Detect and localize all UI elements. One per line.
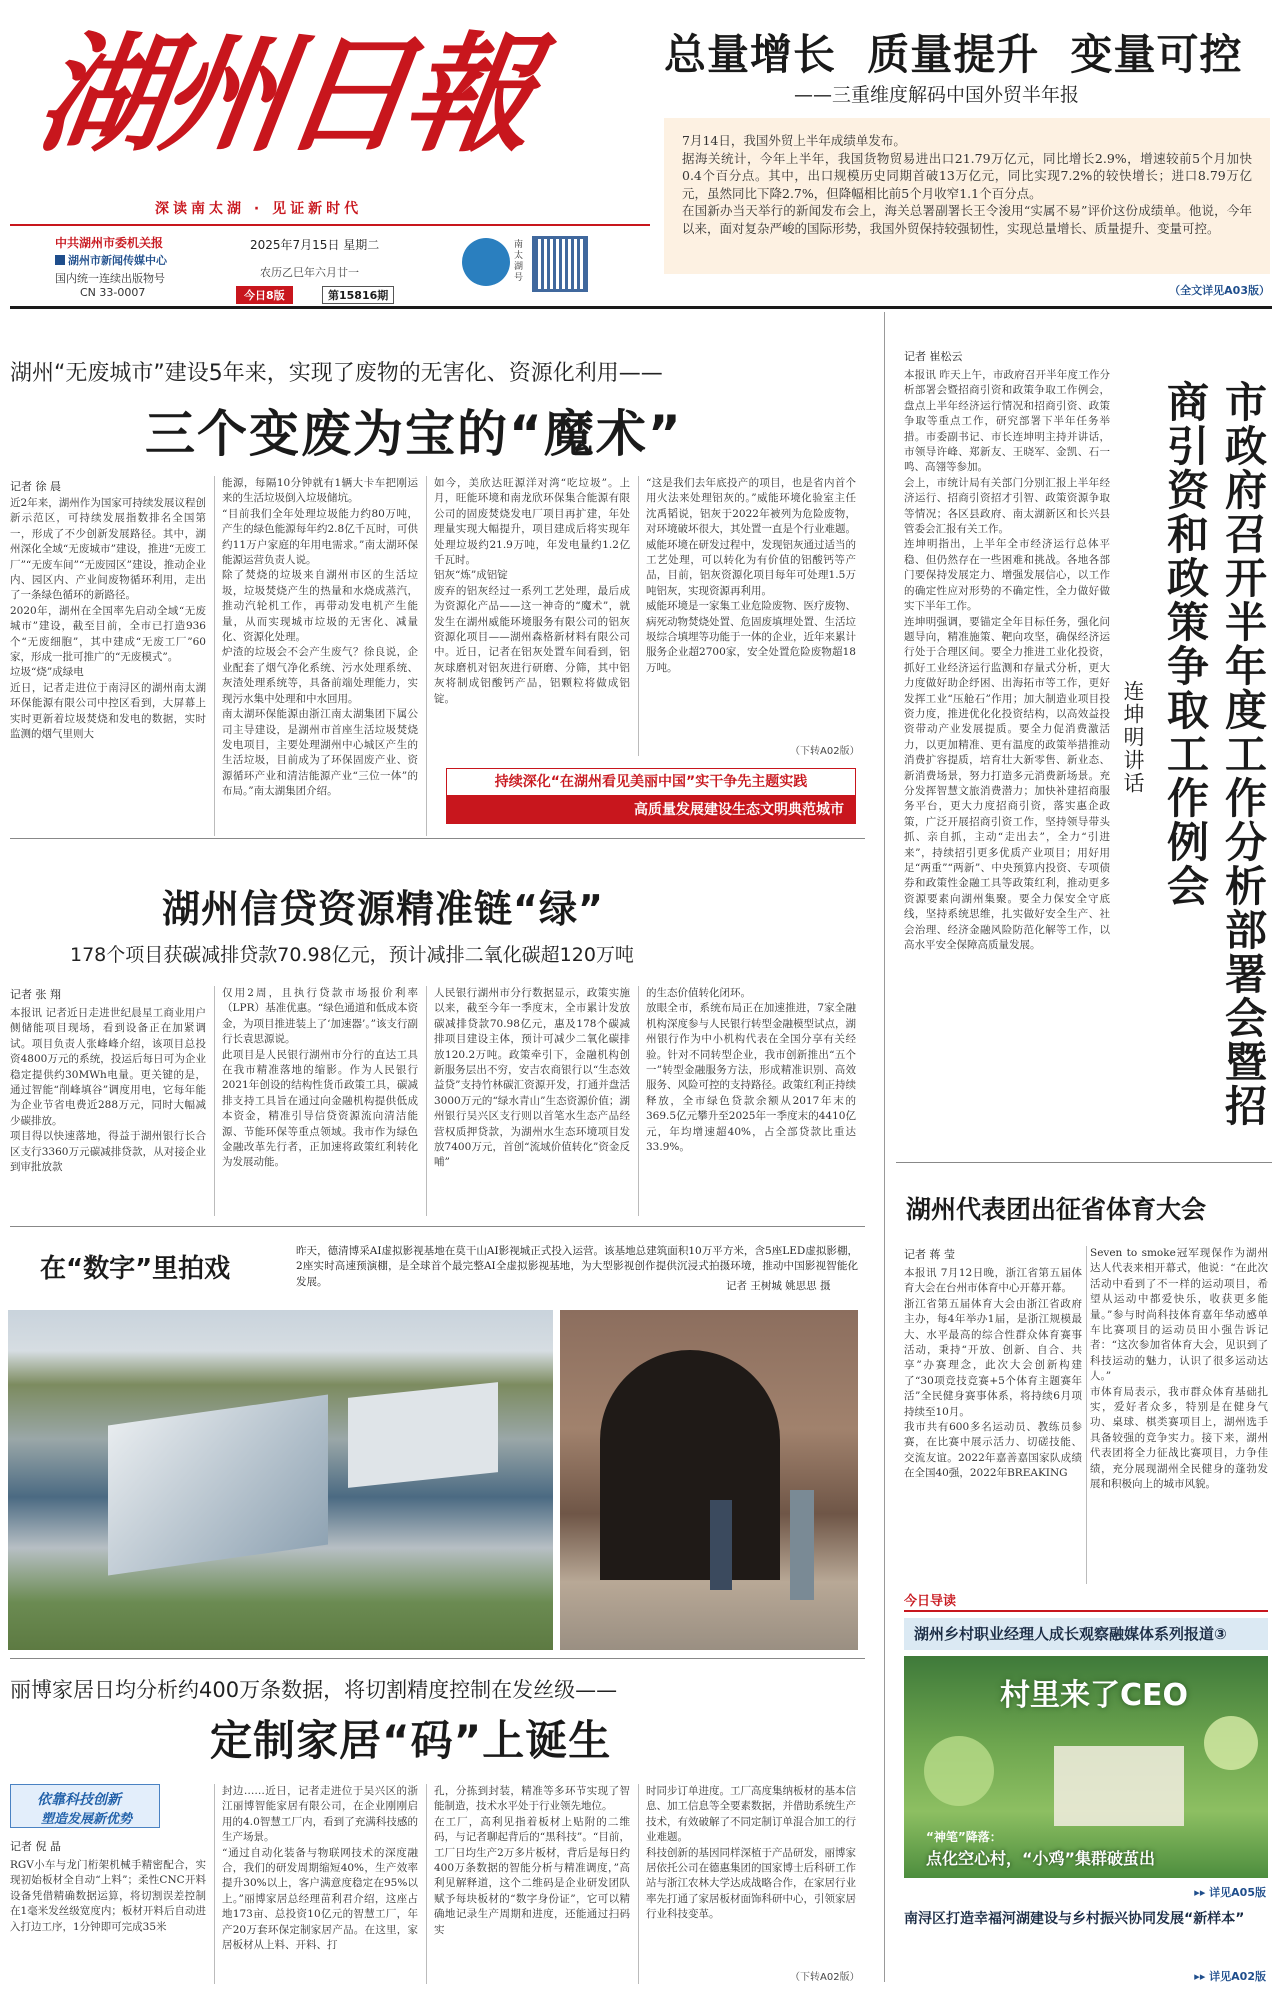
group-name: 湖州市新闻传媒中心 xyxy=(68,254,167,267)
credit-story[interactable] xyxy=(0,840,870,1230)
waste-byline: 记者 徐 晨 xyxy=(10,480,61,493)
publisher: 中共湖州市委机关报 xyxy=(55,236,164,250)
guide-item-2-more-text: 详见A02版 xyxy=(1209,1970,1266,1983)
badge-line-1: 依靠科技创新 xyxy=(37,1792,121,1808)
credit-col-3: 人民银行湖州市分行数据显示，政策实施以来，截至今年一季度末，全市累计发放碳减排贷款70.98亿元，惠及178个碳减排项目建设主体，预计可减少二氧化碳排放120.2万吨。政策牵引下，金融机构创新服务层出不穷，安吉农商银行以“生态效益贷”支持竹林碳汇资源开发，打通并盘活3000万元的“绿水青山”生态资源价值；湖州银行吴兴区支行则以首笔水生态产品经营权质押贷款，为湖州水生态环境项目发放7400万元，首创“流域价值转化”资金反哺” xyxy=(434,987,630,1169)
conference-body: 本报讯 昨天上午，市政府召开半年度工作分析部署会暨招商引资和政策争取工作例会，盘点上半年经济运行情况和招商引资、政策争取等重点工作，研究部署下半年任务举措。市委副书记、市长连坤明主持并讲话，市领导许峰、郑新友、王晓军、金凯、石一鸣、高翎等参加。 会上，市统计局有关部门分别汇报上半年经济运行、招商引资招才引智、政策资源争取等情况；各区县政府、南太湖新区和长兴县管委会汇报有关工作。 连坤明指出，上半年全市经济运行总体平稳、但仍然存在一些困难和挑战。各地各部门要保持发展定力、增强发展信心，以工作的确定性应对形势的不确定性，全力做好做实下半年工作。 连坤明强调，要锚定全年目标任务，强化问题导向，精准施策、靶向攻坚，确保经济运行处于合理区间。要全力推进工业化投资，抓好工业经济运行监测和存量式分析，更大力度做好助企纾困、出海拓市等工作，更好发挥工业“压舱石”作用；加大制造业项目投资力度，推进优化化投资结构，以高效益投资带动产业发展提质。要全力促消费激活力，以更加精准、更有温度的政策举措推动消费扩容提质，培育壮大新零售、新业态、新消费场景，努力打造多元消费新场景。充分发挥智慧文旅消费潜力；加快补建招商服务平台，更大力度招商引资，落实惠企政策，广泛开展招商引资工作，坚持领导带头抓、亲自抓，主动“走出去”，全力“引进来”，持续招引更多优质产业项目；用好用足“两重”“两新”、中央预算内投资、专项债券和政策性金融工具等政策红利，推动更多资源要素向湖州集聚。要全力保安全守底线，坚持系统思维，扎实做好安全生产、社会治理、经济金融风险防范化解等工作，以高水平安全保障高质量发展。 xyxy=(904,369,1110,952)
waste-story[interactable] xyxy=(0,312,870,832)
sports-byline: 记者 蒋 莹 xyxy=(904,1248,955,1261)
conference-speaker: 连坤明讲话 xyxy=(1121,680,1145,795)
waste-kicker: 湖州“无废城市”建设5年来，实现了废物的无害化、资源化利用—— xyxy=(10,361,663,386)
top-story-subtitle: ——三重维度解码中国外贸半年报 xyxy=(794,84,1080,106)
guide-item-1-more-text: 详见A05版 xyxy=(1209,1886,1266,1899)
furniture-byline: 记者 倪 晶 xyxy=(10,1840,61,1853)
digital-photo-credit: 记者 王树城 姚思思 摄 xyxy=(726,1280,831,1292)
conference-title: 市政府召开半年度工作分析部署会暨招商引资和政策争取工作例会 xyxy=(1161,380,1268,1128)
guide-image-tag: “神笔”降落： xyxy=(926,1830,1002,1844)
issue-date: 2025年7月15日 星期二 xyxy=(250,238,380,252)
today-guide-label: 今日导读 xyxy=(904,1594,957,1609)
credit-col-4: 的生态价值转化闭环。 放眼全市，系统布局正在加速推进，7家全融机构深度参与人民银行转型金融模型试点，湖州银行作为中小机构代表在全国分享有关经验。针对不同转型企业，我市创新推出“五个一”转型金融服务方法，形成精准识别、高效服务、风险可控的支持路径。政策红利正持续释放，全市绿色贷款余额从2017年末的369.5亿元攀升至2025年一季度末的4410亿元，年均增速超40%，占全部贷款比重达33.9%。 xyxy=(646,987,856,1154)
credit-col-1: 本报讯 记者近日走进世纪晨星工商业用户侧储能项目现场，看到设备正在加紧调试。项目负责人张峰峰介绍，该项目总投资4800万元的系统，投运后每日可为企业稳定提供约30MWh电量。更关键的是，通过智能“削峰填谷”调度用电，它每年能为企业节省电费近288万元，同时大幅减少碳排放。 项目得以快速落地，得益于湖州银行长合区支行3360万元碳减排贷款，从对接企业到审批放款 xyxy=(10,1007,206,1174)
furniture-more-link[interactable]: （下转A02版） xyxy=(790,1972,860,1983)
credit-byline: 记者 张 翔 xyxy=(10,988,61,1001)
waste-col-2: 能源，每隔10分钟就有1辆大卡车把刚运来的生活垃圾倒入垃圾储坑。 “目前我们全年处理垃圾能力约80万吨，产生的绿色能源每年约2.8亿千瓦时，可供约11万户家庭的年用电需求。”南太湖环保能源运营负责人说。 除了焚烧的垃圾来自湖州市区的生活垃圾，垃圾焚烧产生的热量和水烧成蒸汽，推动汽轮机工作，再带动发电机产生能量，从而实现城市垃圾的无害化、减量化、资源化处理。 炉渣的垃圾会不会产生废气？徐良说，企业配套了烟气净化系统、污水处理系统、灰渣处理系统等，具备前端处理能力，实现污水集中处理和中水回用。 南太湖环保能源由浙江南太湖集团下属公司主导建设，是湖州市首座生活垃圾焚烧发电项目，主要处理湖州中心城区产生的生活垃圾，目前成为了环保固废产业、资源循环产业和清洁能源产业“三位一体”的布局。”南太湖集团介绍。 xyxy=(222,477,418,798)
badge-line-2: 塑造发展新优势 xyxy=(41,1812,133,1827)
waste-more-link[interactable]: （下转A02版） xyxy=(790,746,860,757)
issue-number: 第15816期 xyxy=(322,286,394,304)
group-icon xyxy=(55,255,65,265)
digital-caption: 昨天，德清博采AI虚拟影视基地在莫干山AI影视城正式投入运营。该基地总建筑面积10万平方米，含5座LED虚拟影棚，2座实时高速预演棚，是全球首个最完整AI全虚拟影视基地，为大型影视创作提供沉浸式拍摄环境，推动中国影视智能化发展。 xyxy=(296,1245,858,1288)
today-guide[interactable] xyxy=(890,1590,1280,1989)
waste-banner-1: 持续深化“在湖州看见美丽中国”实干争先主题实践 xyxy=(446,768,856,796)
cn-label: 国内统一连续出版物号 xyxy=(55,272,165,285)
furniture-col-1: RGV小车与龙门桁架机械手精密配合，实现初始板材全自动“上料”；柔性CNC开料设备凭借精确数据运算，将切割误差控制在1毫米发丝级宽度内；板材开料后自动进入打边工序，1分钟即可完成35米 xyxy=(10,1859,206,1933)
conference-story[interactable] xyxy=(890,312,1280,1162)
sports-col-1: 本报讯 7月12日晚，浙江省第五届体育大会在台州市体育中心开幕开幕。 浙江省第五届体育大会由浙江省政府主办，每4年举办1届，是浙江规模最大、水平最高的综合性群众体育赛事活动，秉持“开放、创新、自合、共享”办赛理念，此次大会创新构建了“30项竞技竞赛+5个体育主题赛年活”全民健身赛事体系，将持续6月项持续至10月。 我市共有600多名运动员、教练员参赛，在比赛中展示活力、切磋技能、交流友谊。2022年嘉善嘉国家队成绩在全国40强，2022年BREAKING xyxy=(904,1267,1082,1480)
furniture-col-2: 封边……近日，记者走进位于吴兴区的浙江丽博智能家居有限公司，在企业刚刚启用的4.0智慧工厂内，看到了充满科技感的生产场景。 “通过自动化装备与物联网技术的深度融合，我们的研发周期缩短40%，生产效率提升30%以上，客户满意度稳定在95%以上。”丽博家居总经理苗利君介绍，这座占地173亩、总投资10亿元的智慧工厂，年产20万套环保定制家居产品。在这里，家居板材从上料、开料、打 xyxy=(222,1785,418,1952)
digital-title: 在“数字”里拍戏 xyxy=(40,1254,231,1284)
arrow-icon: ▸▸ xyxy=(1194,1970,1210,1983)
qr-code-icon[interactable] xyxy=(532,236,588,292)
arrow-icon: ▸▸ xyxy=(1194,1886,1210,1899)
furniture-title: 定制家居“码”上诞生 xyxy=(210,1716,612,1765)
waste-col-4: “这是我们去年底投产的项目，也是省内首个用火法来处理铝灰的。”威能环境化验室主任沈禹韬说，铝灰于2022年被列为危险废物，对环境破坏很大，其处置一直是个行业难题。威能环境在研发过程中，发现铝灰通过适当的工艺处理，可以转化为有价值的铝酸钙等产品，目前，铝灰资源化项目每年可处理1.5万吨铝灰，实现资源再利用。 威能环境是一家集工业危险废物、医疗废物、病死动物焚烧处置、危固废填埋处置、生活垃圾综合填埋等功能于一体的企业，近年来累计服务企业超2700家，安全处置危险废物超18万吨。 xyxy=(646,477,856,674)
top-story-more-link[interactable]: （全文详见A03版） xyxy=(1169,284,1270,297)
guide-item-1-more[interactable] xyxy=(1194,1884,1266,1900)
top-story-body: 7月14日，我国外贸上半年成绩单发布。 据海关统计，今年上半年，我国货物贸易进出口21.79万亿元，同比增长2.9%，增速较前5个月加快0.4个百分点。其中，出口规模历史同期首破13万亿元，同比实现7.2%的较快增长；进口8.79万亿元，虽然同比下降2.7%，但降幅相比前5个月收窄1.1个百分点。 在国新办当天举行的新闻发布会上，海关总署副署长王令浚用“实属不易”评价这份成绩单。他说，今年以来，面对复杂严峻的国际形势，我国外贸保持较强韧性，实现总量增长、质量提升、变量可控。 xyxy=(664,118,1270,274)
cn-number: CN 33-0007 xyxy=(80,286,146,299)
slogan: 深读南太湖 · 见证新时代 xyxy=(155,201,363,217)
furniture-kicker: 丽博家居日均分析约400万条数据，将切割精度控制在发丝级—— xyxy=(10,1678,618,1702)
furniture-col-3: 孔，分拣到封装，精准等多环节实现了智能制造，技术水平处于行业领先地位。 在工厂，高利见指着板材上贴附的二维码，与记者聊起背后的“黑科技”。“目前，工厂日均生产2万多片板材，背后是每日约400万条数据的智能分析与精准调度，”高利见解释道，这个二维码是企业研发团队赋予每块板材的“数字身份证”，它可以精确地记录生产周期和进度，还能通过扫码实 xyxy=(434,1785,630,1936)
guide-item-2[interactable]: 南浔区打造幸福河湖建设与乡村振兴协同发展“新样本” xyxy=(904,1911,1245,1927)
credit-col-2: 仅用2周，且执行贷款市场报价利率（LPR）基准优惠。“绿色通道和低成本资金，为项目推进装上了‘加速器’。”该支行副行长袁思源说。 此项目是人民银行湖州市分行的直达工具在我市精准落地的缩影。作为人民银行2021年创设的结构性货币政策工具，碳减排支持工具旨在通过向金融机构提供低成本资金，精准引导信贷资源流向清洁能源、节能环保等重点领域。我市作为绿色金融改革先行者，正加速将政策红利转化为发展动能。 xyxy=(222,987,418,1169)
pages-badge: 今日8版 xyxy=(236,286,293,304)
newspaper-logo: 湖州日報 xyxy=(29,20,539,170)
top-story[interactable] xyxy=(664,0,1276,300)
digital-story[interactable] xyxy=(0,1228,870,1658)
credit-title: 湖州信贷资源精准链“绿” xyxy=(162,887,604,931)
waste-col-1: 近2年来，湖州作为国家可持续发展议程创新示范区，可持续发展指数排名全国第一，形成了不少创新发展路径。其中，湖州深化全域“无废城市”建设，推进“无废工厂”“无废车间”“无废园区”建设，推动企业内、园区内、产业间废物循环利用，走出了一条绿色循环的新路径。 2020年，湖州在全国率先启动全域“无废城市”建设，截至目前，全市已打造936个“无废细胞”，其中建成“无废工厂”60家，形成一批可推广的“无废模式”。 垃圾“烧”成绿电 近日，记者走进位于南浔区的湖州南太湖环保能源有限公司中控区看到，大屏幕上实时更新着垃圾焚烧和发电的数据，实时监测的烟气里则大 xyxy=(10,497,206,741)
masthead xyxy=(0,0,660,305)
guide-image-caption: 点化空心村，“小鸡”集群破茧出 xyxy=(926,1849,1156,1868)
studio-aerial-photo xyxy=(8,1310,553,1650)
furniture-story[interactable] xyxy=(0,1660,870,1989)
top-story-title: 总量增长 质量提升 变量可控 xyxy=(664,30,1243,79)
waste-title: 三个变废为宝的“魔术” xyxy=(145,405,683,463)
waste-col-3: 如今，美欣达旺源洋对湾“吃垃圾”。上月，旺能环境和南龙欣环保集合能源有限公司的固废焚烧发电厂项目再扩建，年处理量实现大幅提升，项目建成后将实现年处理垃圾约21.9万吨，年发电量约1.2亿千瓦时。 铝灰“炼”成铝锭 废弃的铝灰经过一系列工艺处理，最后成为资源化产品——这一神奇的“魔术”，就发生在湖州威能环境服务有限公司的铝灰资源化项目——湖州森格新材料有限公司中。近日，记者在铝灰处置车间看到，铝灰球磨机对铝灰进行研磨、分筛，其中铝灰将制成铝酸钙产品，铝颗粒将做成铝锭。 xyxy=(434,477,630,705)
app-label: 南太湖号 xyxy=(514,240,524,283)
app-logo-icon xyxy=(462,238,510,286)
sports-title: 湖州代表团出征省体育大会 xyxy=(906,1195,1207,1224)
guide-item-1-image[interactable] xyxy=(904,1656,1268,1878)
lunar-date: 农历乙巳年六月廿一 xyxy=(260,266,359,279)
guide-item-2-more[interactable] xyxy=(1194,1968,1266,1984)
credit-subtitle: 178个项目获碳减排贷款70.98亿元，预计减排二氧化碳超120万吨 xyxy=(70,944,634,966)
furniture-badge xyxy=(10,1784,160,1828)
waste-banner-2: 高质量发展建设生态文明典范城市 xyxy=(446,796,856,824)
conference-byline: 记者 崔松云 xyxy=(904,350,963,363)
film-set-photo xyxy=(560,1310,858,1650)
sports-col-2: Seven to smoke冠军现保作为湖州达人代表来相开幕式，他说：“在此次活动中看到了不一样的运动项目，希望从运动中都爱快乐，收获更多能量。”参与时尚科技体育嘉年华动感单车比赛项目的运动员田小强告诉记者：“这次参加省体育大会，见识到了科技运动的魅力，认识了很多运动达人。” 市体育局表示，我市群众体育基础扎实，爱好者众多，特别是在健身气功、桌球、棋类赛项目上，湖州选手具备较强的竞争实力。接下来，湖州代表团将全力征战比赛项目，力争佳绩，充分展现湖州全民健身的蓬勃发展和积极向上的城市风貌。 xyxy=(1090,1247,1268,1491)
sports-story[interactable] xyxy=(890,1164,1280,1594)
guide-item-1[interactable]: 湖州乡村职业经理人成长观察融媒体系列报道③ xyxy=(904,1618,1268,1650)
furniture-col-4: 时同步订单进度。工厂高度集纳板材的基本信息、加工信息等全要素数据，并借助系统生产技术，有效破解了不同定制订单混合加工的行业难题。 科技创新的基因同样深植于产品研发，丽博家居依托公司在德惠集团的国家博士后科研工作站与浙江农林大学达成战略合作，在家居行业率先打通了家居板材面饰科研中心，引领家居行业科技变革。 xyxy=(646,1785,856,1921)
guide-image-title: 村里来了CEO xyxy=(1000,1678,1189,1713)
group-row xyxy=(55,252,167,268)
